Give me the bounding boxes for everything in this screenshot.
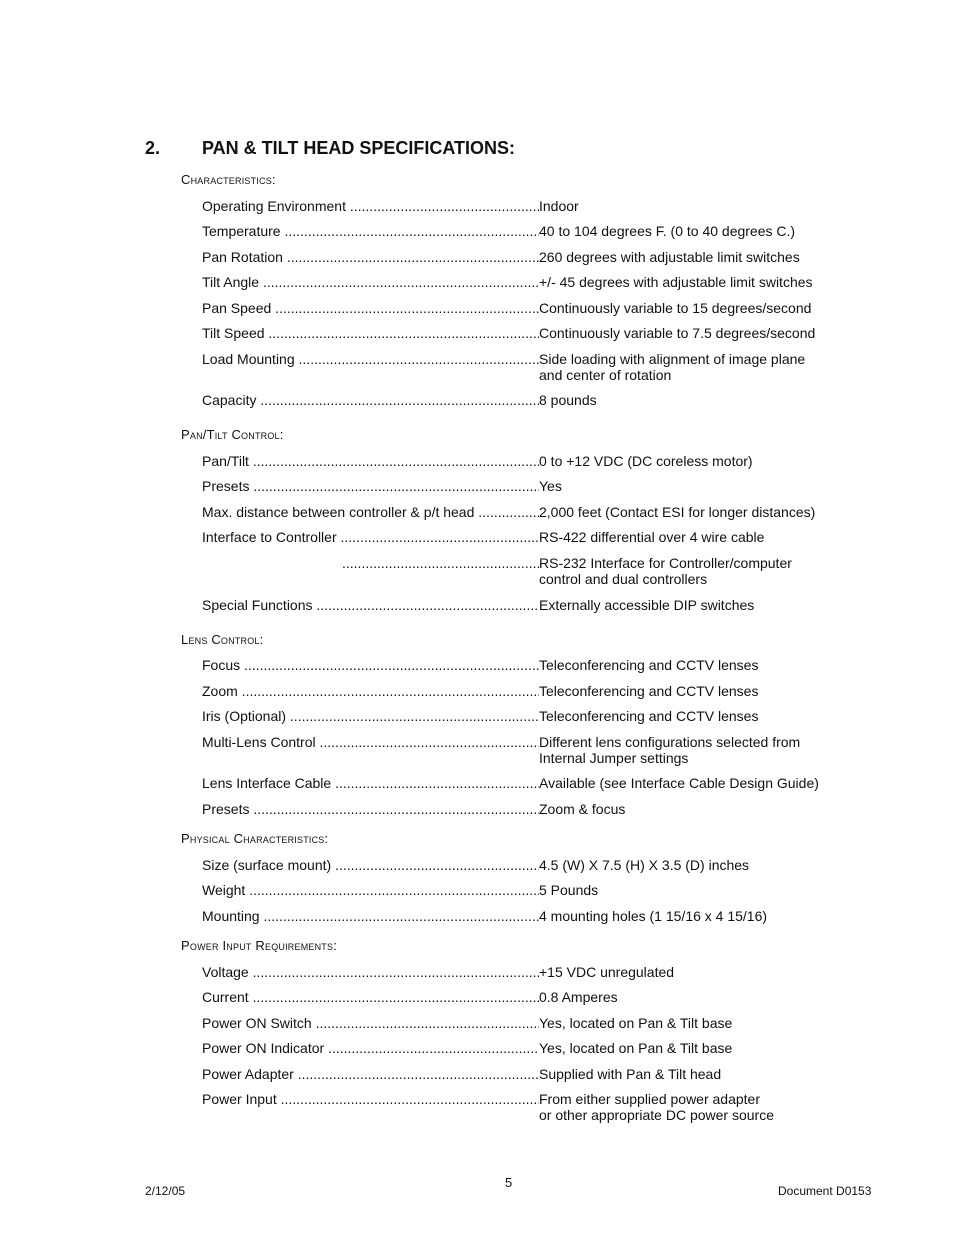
spec-label-text: Zoom (202, 683, 238, 699)
spec-value (539, 274, 839, 290)
page-number: 5 (505, 1175, 513, 1190)
spec-value-line: Different lens configurations selected from (539, 734, 801, 750)
spec-label-text: Tilt Angle (202, 274, 260, 290)
spec-label-text: Interface to Controller (202, 529, 337, 545)
spec-value-line: 5 Pounds (539, 882, 599, 898)
spec-label-text: Operating Environment (202, 198, 346, 214)
spec-label-text: Pan Speed (202, 300, 272, 316)
spec-value-line: 0.8 Amperes (539, 989, 618, 1005)
spec-value-line: 260 degrees with adjustable limit switches (539, 249, 800, 265)
spec-label-text: Power ON Indicator (202, 1040, 325, 1056)
spec-value (539, 964, 839, 980)
spec-label-text: Power Input (202, 1091, 277, 1107)
spec-value-line: Teleconferencing and CCTV lenses (539, 708, 759, 724)
spec-label-text: Tilt Speed (202, 325, 265, 341)
spec-label (202, 882, 539, 898)
spec-value-line: +15 VDC unregulated (539, 964, 675, 980)
spec-value (539, 504, 839, 520)
spec-value (539, 1015, 839, 1031)
spec-value-line: and center of rotation (539, 367, 672, 383)
spec-value-line: or other appropriate DC power source (539, 1107, 775, 1123)
spec-label (202, 504, 539, 520)
spec-value-line: Side loading with alignment of image plane (539, 351, 806, 367)
spec-label (202, 453, 539, 469)
spec-label-text: Iris (Optional) (202, 708, 287, 724)
spec-value-line: 4 mounting holes (1 15/16 x 4 15/16) (539, 908, 768, 924)
spec-label (342, 555, 539, 571)
section-title: PAN & TILT HEAD SPECIFICATIONS: (202, 138, 515, 158)
spec-value (539, 325, 839, 341)
spec-label (202, 1040, 539, 1056)
spec-label (202, 734, 539, 750)
spec-label-text: Presets (202, 478, 250, 494)
document-id: Document D0153 (778, 1184, 872, 1198)
spec-value-line: 2,000 feet (Contact ESI for longer distances) (539, 504, 816, 520)
spec-value (539, 882, 839, 898)
spec-value (539, 708, 839, 724)
spec-value-line: RS-232 Interface for Controller/computer (539, 555, 792, 571)
spec-value-line: From either supplied power adapter (539, 1091, 761, 1107)
section-number: 2. (145, 138, 161, 158)
spec-value (539, 657, 839, 673)
spec-value (539, 857, 839, 873)
group-title: Power Input Requirements: (181, 938, 338, 953)
spec-value-line: Continuously variable to 15 degrees/second (539, 300, 812, 316)
spec-value-line: Zoom & focus (539, 801, 626, 817)
spec-label (202, 478, 539, 494)
spec-value-line: Continuously variable to 7.5 degrees/second (539, 325, 816, 341)
spec-value (539, 478, 839, 494)
footer-date: 2/12/05 (145, 1184, 186, 1198)
spec-value (539, 989, 839, 1005)
spec-value-line: Indoor (539, 198, 579, 214)
spec-label-text: Lens Interface Cable (202, 775, 332, 791)
spec-value-line: 40 to 104 degrees F. (0 to 40 degrees C.) (539, 223, 796, 239)
spec-value (539, 1091, 839, 1123)
spec-label (202, 597, 539, 613)
spec-value-line: +/- 45 degrees with adjustable limit switches (539, 274, 813, 290)
spec-label (202, 351, 539, 367)
spec-label (202, 1015, 539, 1031)
group-title: Lens Control: (181, 632, 264, 647)
spec-label (202, 964, 539, 980)
spec-value (539, 908, 839, 924)
spec-value-line: Externally accessible DIP switches (539, 597, 755, 613)
spec-label-text: Current (202, 989, 249, 1005)
spec-label (202, 989, 539, 1005)
spec-value (539, 529, 839, 545)
group-title: Physical Characteristics: (181, 831, 329, 846)
spec-label-text: Presets (202, 801, 250, 817)
spec-label-text: Multi-Lens Control (202, 734, 316, 750)
spec-value-line: Yes (539, 478, 562, 494)
group-title: Pan/Tilt Control: (181, 427, 284, 442)
spec-label (202, 198, 539, 214)
spec-label (202, 249, 539, 265)
spec-value (539, 392, 839, 408)
spec-label-text: Max. distance between controller & p/t head (202, 504, 475, 520)
spec-label (202, 223, 539, 239)
spec-value (539, 683, 839, 699)
spec-value (539, 198, 839, 214)
spec-label-text: Weight (202, 882, 246, 898)
spec-label-text: Power Adapter (202, 1066, 294, 1082)
spec-value (539, 1066, 839, 1082)
spec-value (539, 223, 839, 239)
spec-value (539, 801, 839, 817)
spec-label (202, 708, 539, 724)
spec-label (202, 529, 539, 545)
spec-label (202, 300, 539, 316)
spec-value-line: 0 to +12 VDC (DC coreless motor) (539, 453, 753, 469)
spec-value (539, 249, 839, 265)
spec-label (202, 908, 539, 924)
spec-value-line: 8 pounds (539, 392, 597, 408)
spec-label (202, 657, 539, 673)
spec-label (202, 801, 539, 817)
spec-value-line: control and dual controllers (539, 571, 708, 587)
spec-label (202, 683, 539, 699)
spec-value-line: Yes, located on Pan & Tilt base (539, 1040, 733, 1056)
spec-label-text: Pan/Tilt (202, 453, 249, 469)
spec-value (539, 1040, 839, 1056)
spec-label-text: Special Functions (202, 597, 313, 613)
spec-value-line: Internal Jumper settings (539, 750, 689, 766)
spec-value (539, 555, 839, 587)
spec-label (202, 1091, 539, 1107)
spec-label-text: Mounting (202, 908, 260, 924)
spec-label-text: Capacity (202, 392, 257, 408)
group-title: Characteristics: (181, 172, 276, 187)
spec-label (202, 325, 539, 341)
spec-value-line: Teleconferencing and CCTV lenses (539, 683, 759, 699)
spec-value (539, 453, 839, 469)
spec-label-text: Temperature (202, 223, 281, 239)
spec-value (539, 351, 839, 383)
spec-label-text: Power ON Switch (202, 1015, 312, 1031)
spec-value-line: Teleconferencing and CCTV lenses (539, 657, 759, 673)
spec-label-text: Load Mounting (202, 351, 295, 367)
spec-value-line: Yes, located on Pan & Tilt base (539, 1015, 733, 1031)
spec-label-text: Size (surface mount) (202, 857, 336, 873)
spec-value-line: Supplied with Pan & Tilt head (539, 1066, 722, 1082)
spec-label (202, 392, 539, 408)
section-heading (145, 137, 515, 159)
spec-value-line: 4.5 (W) X 7.5 (H) X 3.5 (D) inches (539, 857, 750, 873)
spec-value-line: RS-422 differential over 4 wire cable (539, 529, 765, 545)
spec-value (539, 734, 839, 766)
spec-value (539, 300, 839, 316)
spec-label (202, 857, 539, 873)
spec-label-text: Pan Rotation (202, 249, 283, 265)
spec-label-text: Focus (202, 657, 241, 673)
spec-label (202, 274, 539, 290)
spec-value (539, 775, 839, 791)
spec-label-text: Voltage (202, 964, 249, 980)
spec-label (202, 775, 539, 791)
spec-value (539, 597, 839, 613)
spec-label (202, 1066, 539, 1082)
spec-value-line: Available (see Interface Cable Design Guide) (539, 775, 819, 791)
